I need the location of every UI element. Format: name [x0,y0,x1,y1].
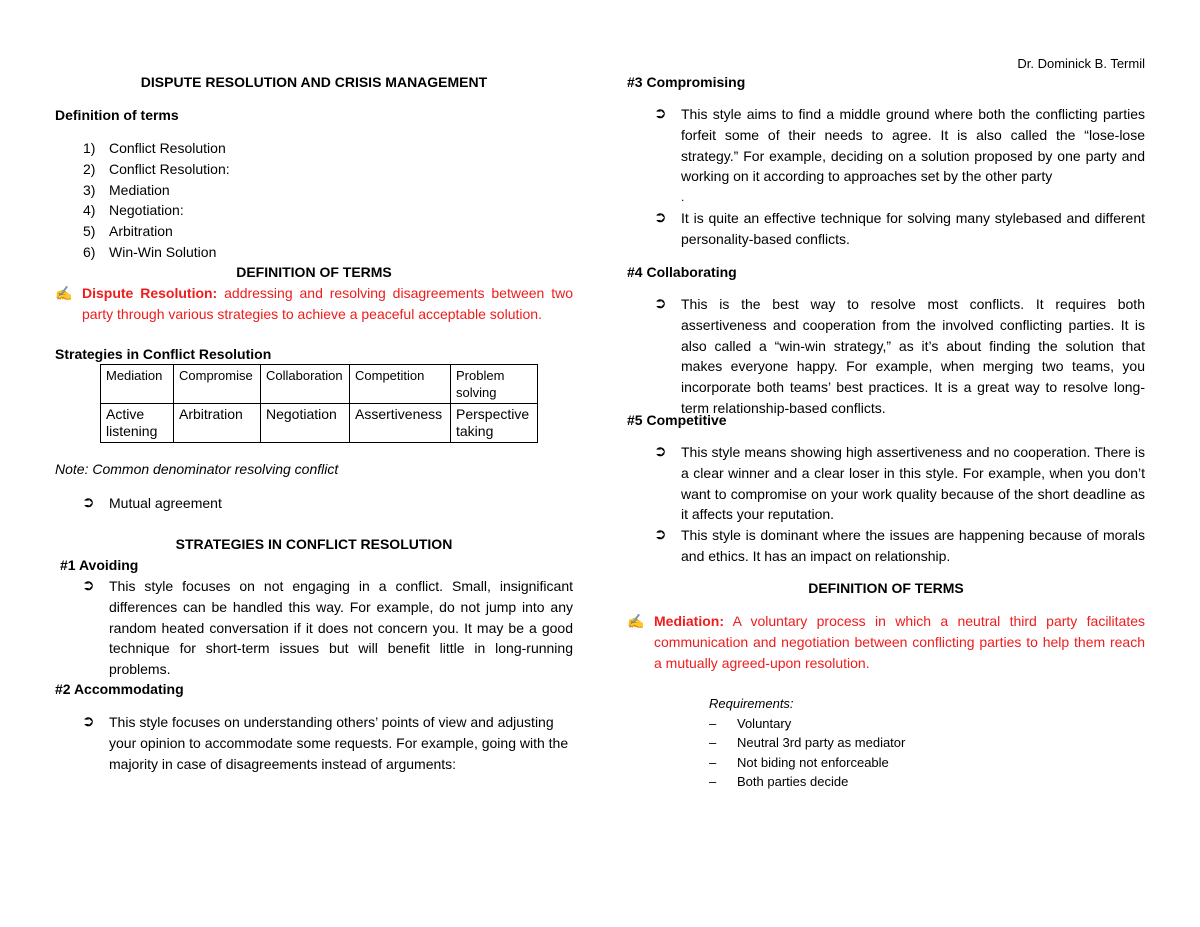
competitive-ethics-text: This style is dominant where the issues are happening because of morals and ethics. It has an impact on relationship. [681,527,1145,564]
list-item: – Voluntary [709,715,792,731]
author-name: Dr. Dominick B. Termil [1017,56,1145,71]
table-cell: Compromise [174,365,261,404]
collaborating-heading: #4 Collaborating [627,264,737,280]
stray-period: . [681,190,685,205]
table-cell: Collaboration [261,365,350,404]
dispute-resolution-term: Dispute Resolution: [82,285,218,301]
dispute-resolution-text: addressing and resolving disagreements between two party through various strategies to achieve a peaceful acceptable solution. [82,285,573,322]
table-cell: Competition [350,365,451,404]
list-item [82,576,573,680]
competitive-heading: #5 Competitive [627,412,727,428]
list-item: 6) Win-Win Solution [83,243,217,260]
list-item [654,294,1145,419]
list-item [82,493,573,514]
list-item [82,712,573,774]
table-cell: Negotiation [261,404,350,443]
mediation-definition [627,611,1145,673]
definitions-title: DEFINITION OF TERMS [236,264,392,280]
table-cell: Mediation [101,365,174,404]
arrow-bullet-icon: ➲ [654,295,667,312]
requirements-list [709,694,905,792]
list-item: 5) Arbitration [83,223,173,240]
list-item [654,442,1145,525]
hand-icon: ✍ [55,285,73,301]
list-item: 2) Conflict Resolution: [83,160,230,177]
arrow-bullet-icon: ➲ [654,443,667,460]
note-text: Note: Common denominator resolving conflict [55,461,339,477]
table-cell: Assertiveness [350,404,451,443]
avoiding-text: This style focuses on not engaging in a conflict. Small, insignificant differences can be handled this way. For example, do not jump into any random heated conversation if it does not concern you. It may be a good technique for short-term issues but will benefit little in long-running problems. [109,578,573,678]
list-item: 4) Negotiation: [83,202,184,219]
table-cell: Arbitration [174,404,261,443]
compromising-heading: #3 Compromising [627,74,746,90]
strategies-heading: Strategies in Conflict Resolution [55,346,272,362]
list-item: – Neutral 3rd party as mediator [709,735,906,751]
definitions-title-right: DEFINITION OF TERMS [808,580,964,596]
table-cell: Active listening [101,404,174,443]
list-item [654,525,1145,567]
arrow-bullet-icon: ➲ [82,577,95,594]
arrow-bullet-icon: ➲ [654,209,667,226]
table-cell: Problem solving [451,365,538,404]
list-item [654,208,1145,250]
table-cell: Perspective taking [451,404,538,443]
list-item: 3) Mediation [83,181,170,198]
mutual-agreement-text: Mutual agreement [109,495,222,511]
arrow-bullet-icon: ➲ [82,713,95,730]
mediation-text: A voluntary process in which a neutral third party facilitates communication and negotiation between conflicting parties to help them reach a mutually agreed-upon resolution. [654,613,1145,671]
compromising-text: This style aims to find a middle ground where both the conflicting parties forfeit some of their needs to agree. It is also called the “lose-lose strategy.” For example, deciding on a solution proposed by one party and working on it according to approaches set by the other party [681,106,1145,185]
table-row [101,404,538,443]
terms-list [83,138,230,263]
accommodating-text: This style focuses on understanding others’ points of view and adjusting your opinion to accommodate some requests. For example, going with the majority in case of disagreements instead of arguments: [109,714,569,772]
collaborating-text: This is the best way to resolve most conflicts. It requires both assertiveness and cooperation from the involved conflicting parties. It is also called a “win-win strategy,” as it’s about finding the solution that makes everyone happy. For example, when merging two teams, you incorporate both teams’ best practices. It is a great way to resolve long-term relationship-based conflicts. [681,296,1145,416]
avoiding-heading: #1 Avoiding [60,557,139,573]
list-item: – Not biding not enforceable [709,754,889,770]
strategies-title: STRATEGIES IN CONFLICT RESOLUTION [175,536,453,552]
accommodating-heading: #2 Accommodating [55,681,184,697]
hand-icon: ✍ [627,613,645,629]
arrow-bullet-icon: ➲ [654,105,667,122]
document-title: DISPUTE RESOLUTION AND CRISIS MANAGEMENT [140,74,488,90]
list-item: 1) Conflict Resolution [83,140,226,156]
strategies-table [100,364,538,443]
definition-of-terms-heading: Definition of terms [55,107,179,123]
list-item [654,104,1145,207]
arrow-bullet-icon: ➲ [654,526,667,543]
requirements-label: Requirements: [709,696,794,711]
compromising-technique-text: It is quite an effective technique for solving many stylebased and different personality-based conflicts. [681,210,1145,247]
mediation-term: Mediation: [654,613,724,629]
arrow-bullet-icon: ➲ [82,494,95,511]
competitive-text: This style means showing high assertiveness and no cooperation. There is a clear winner and a clear loser in this style. For example, when you don’t want to compromise on your work quality because of the short deadline as it affects your reputation. [681,444,1145,523]
dispute-resolution-definition [55,283,573,325]
list-item: – Both parties decide [709,774,849,790]
table-row [101,365,538,404]
